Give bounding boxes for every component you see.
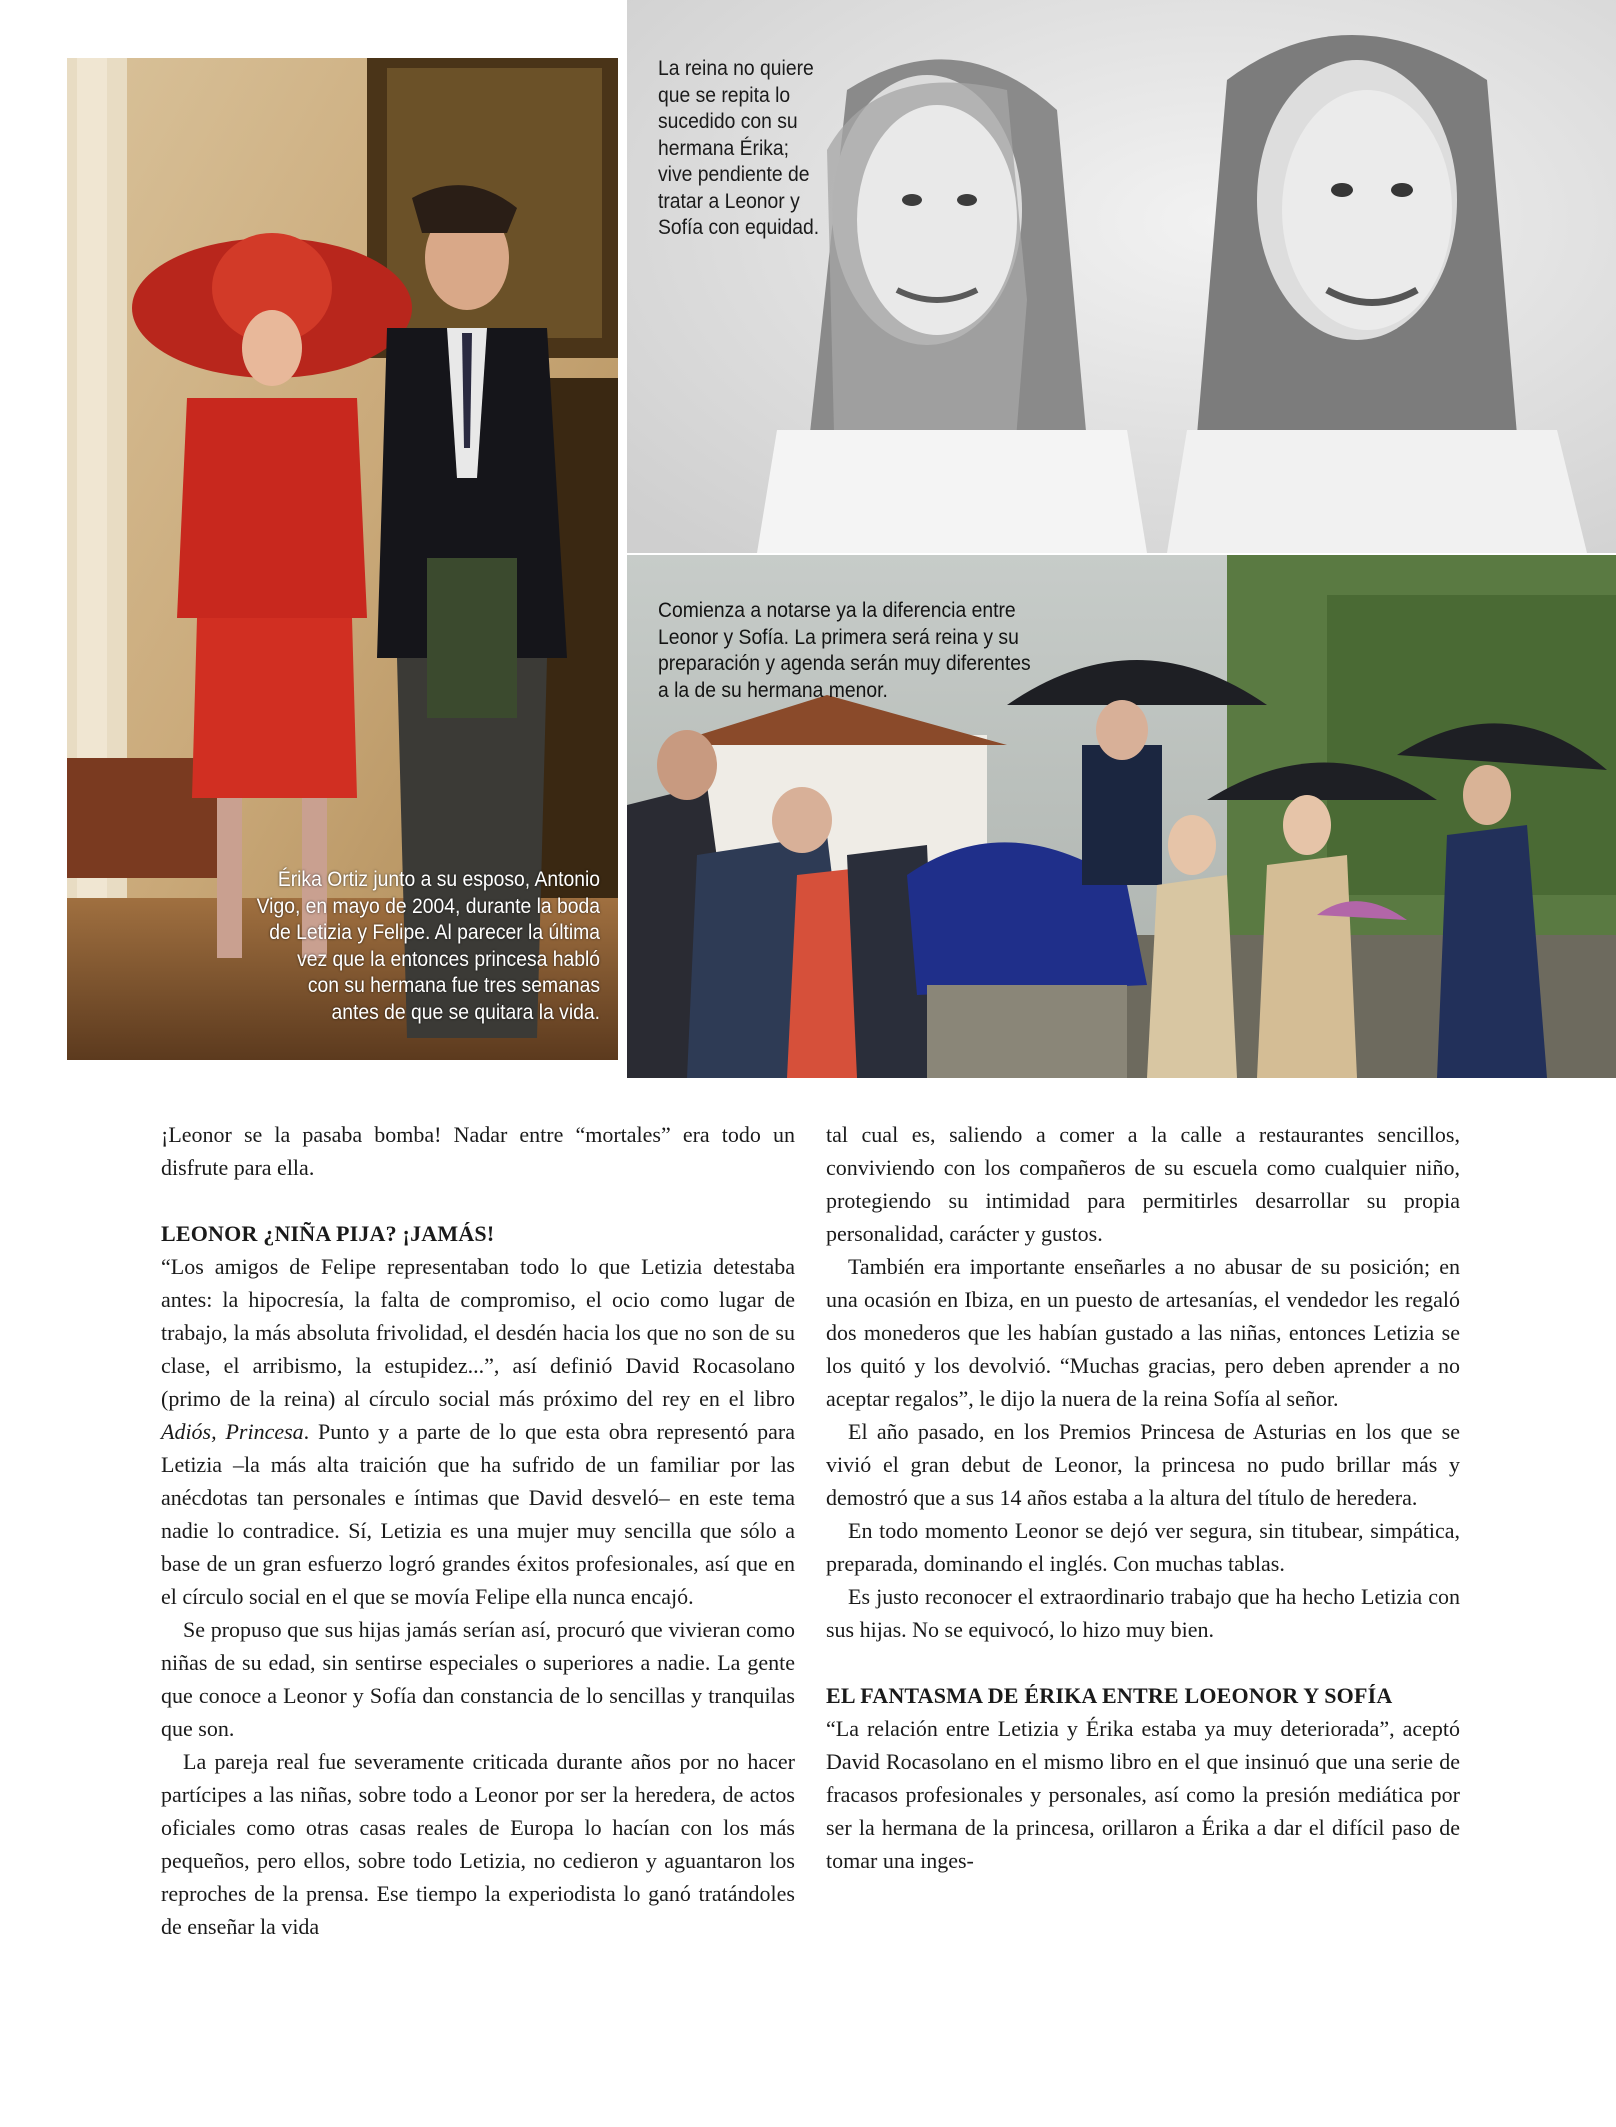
book-title: Adiós, Princesa — [161, 1419, 304, 1444]
paragraph: “La relación entre Letizia y Érika estaba ya muy deteriorada”, aceptó David Rocasolano en el mismo libro en el que insinuó que una serie de fracasos profesionales y personales, así como la presión mediática por ser la hermana de la princesa, orillaron a Érika a dar el difícil paso de tomar una inges- — [826, 1716, 1460, 1873]
paragraph: Se propuso que sus hijas jamás serían así, procuró que vivieran como niñas de su edad, sin sentirse especiales o superiores a nadie. La gente que conoce a Leonor y Sofía dan constancia de lo sencillas y tranquilas que son. — [161, 1617, 795, 1741]
paragraph: La pareja real fue severamente criticada durante años por no hacer partícipes a las niñas, sobre todo a Leonor por ser la heredera, de actos oficiales como otras casas reales de Europa lo hacían con los más pequeños, pero ellos, sobre todo Letizia, no cedieron y aguantaron los reproches de la prensa. Ese tiempo la experiodista lo ganó tratándoles de enseñar la vida — [161, 1749, 795, 1939]
paragraph: En todo momento Leonor se dejó ver segura, sin titubear, simpática, preparada, dominando el inglés. Con muchas tablas. — [826, 1518, 1460, 1576]
paragraph: El año pasado, en los Premios Princesa de Asturias en los que se vivió el gran debut de Leonor, la princesa no pudo brillar más y demostró que a sus 14 años estaba a la altura del título de heredera. — [826, 1419, 1460, 1510]
paragraph: ¡Leonor se la pasaba bomba! Nadar entre “mortales” era todo un disfrute para ella. — [161, 1122, 795, 1180]
section-heading: EL FANTASMA DE ÉRIKA ENTRE LOEONOR Y SOFÍA — [826, 1683, 1393, 1708]
paragraph — [161, 1250, 795, 1613]
article-column-right — [826, 1118, 1460, 1877]
paragraph: Es justo reconocer el extraordinario trabajo que ha hecho Letizia con sus hijas. No se equivocó, lo hizo muy bien. — [826, 1584, 1460, 1642]
paragraph-text: “Los amigos de Felipe representaban todo lo que Letizia detestaba antes: la hipocresía, la falta de compromiso, el ocio como lugar de trabajo, la más absoluta frivolidad, el desdén hacia los que no son de su clase, el arribismo, la estupidez...”, así definió David Rocasolano (primo de la reina) al círculo social más próximo del rey en el libro — [161, 1254, 795, 1411]
wedding-photo-caption: Érika Ortiz junto a su esposo, Antonio Vigo, en mayo de 2004, durante la boda de Letizia y Felipe. Al parecer la última vez que la entonces princesa habló con su hermana fue tres semanas antes de que se quitara la vida. — [256, 868, 600, 1024]
sisters-photo-caption: La reina no quiere que se repita lo sucedido con su hermana Érika; vive pendiente de tratar a Leonor y Sofía con equidad. — [658, 57, 820, 239]
paragraph-text: . Punto y a parte de lo que esta obra representó para Letizia –la más alta traición que ha sufrido de un familiar por las anécdotas tan personales e íntimas que David desveló– en este tema nadie lo contradice. Sí, Letizia es una mujer muy sencilla que sólo a base de un gran esfuerzo logró grandes éxitos profesionales, así que en el círculo social en el que se movía Felipe ella nunca encajó. — [161, 1419, 795, 1609]
paragraph: tal cual es, saliendo a comer a la calle a restaurantes sencillos, conviviendo con los compañeros de su escuela como cualquier niño, protegiendo su intimidad para permitirles desarrollar su propia personalidad, carácter y gustos. — [826, 1122, 1460, 1246]
section-heading: LEONOR ¿NIÑA PIJA? ¡JAMÁS! — [161, 1221, 495, 1246]
rainy-event-photo-caption: Comienza a notarse ya la diferencia entre Leonor y Sofía. La primera será reina y su preparación y agenda serán muy diferentes a la de su hermana menor. — [658, 599, 1031, 702]
article-column-left — [161, 1118, 795, 1943]
paragraph: También era importante enseñarles a no abusar de su posición; en una ocasión en Ibiza, en un puesto de artesanías, el vendedor les regaló dos monederos que les habían gustado a las niñas, entonces Letizia se los quitó y los devolvió. “Muchas gracias, pero deben aprender a no aceptar regalos”, le dijo la nuera de la reina Sofía al señor. — [826, 1254, 1460, 1411]
